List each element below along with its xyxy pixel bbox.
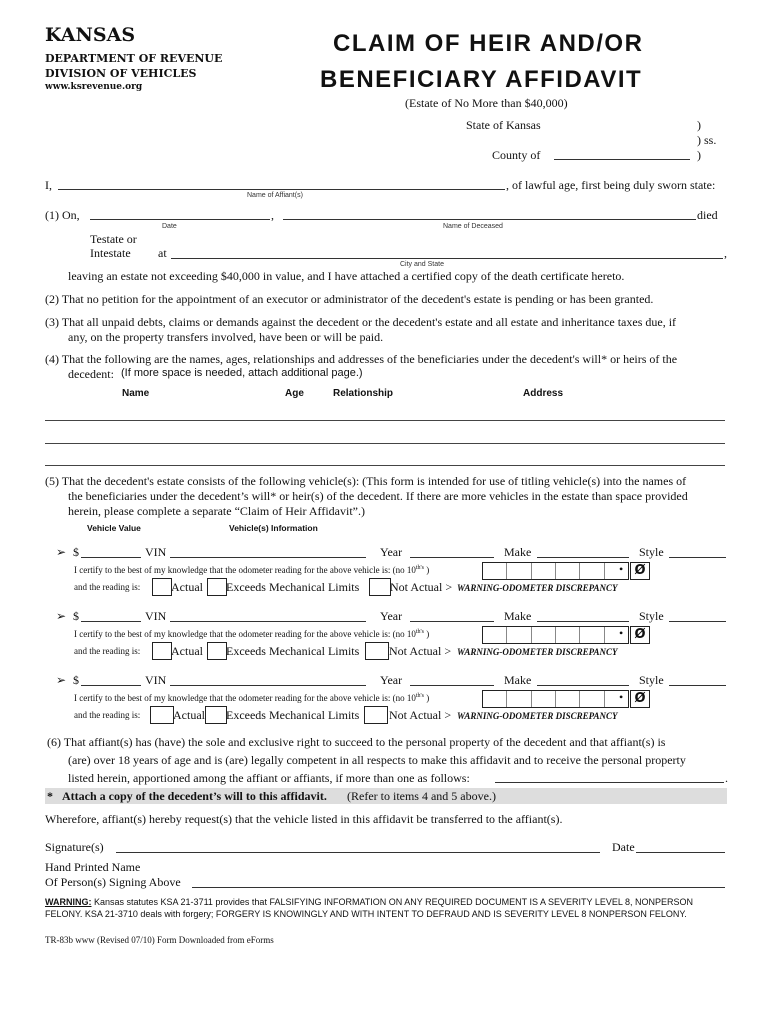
affiant-name-field[interactable] [58,189,505,190]
item2-text: (2) That no petition for the appointment of an executor or administrator of the decedent's estate is pending or has been granted. [45,292,654,306]
not-actual-checkbox[interactable] [369,578,391,596]
col-name: Name [122,388,150,399]
year-field[interactable] [410,621,494,622]
state-name: KANSAS [45,24,136,46]
form-subtitle: (Estate of No More than $40,000) [405,96,568,110]
reading-label: and the reading is: [74,710,141,720]
division-name: DIVISION OF VEHICLES [45,67,197,80]
attach-rest-text: (Refer to items 4 and 5 above.) [347,789,496,803]
item3-text-1: (3) That all unpaid debts, claims or demands against the decedent or the decedent's estate and all estate and inheritance taxes due, if [45,315,677,329]
signature-field[interactable] [116,852,600,853]
item6-text-2: (are) over 18 years of age and is (are) legally competent in all respects to make this affidavit and to receive the personal property [68,753,686,767]
style-label: Style [639,609,664,623]
exceeds-checkbox[interactable] [205,706,227,724]
reading-label: and the reading is: [74,582,141,592]
warning-label: WARNING: [45,897,92,907]
style-label: Style [639,673,664,687]
deceased-caption: Name of Deceased [443,223,503,230]
venue-ss: ) ss. [697,133,717,147]
beneficiary-line-3[interactable] [45,465,725,466]
legal-warning-1: WARNING: Kansas statutes KSA 21-3711 provides that FALSIFYING INFORMATION ON ANY REQUIRED DOCUMENT IS A SEVERITY LEVEL 8, NONPERSON [45,897,694,907]
item1-comma: , [271,208,274,222]
certify-text: I certify to the best of my knowledge that the odometer reading for the above vehicle is: (no $10^{th's}$ ) [74,565,430,575]
affiant-suffix: , of lawful age, first being duly sworn state: [506,178,716,192]
odometer-input[interactable] [482,626,629,644]
city-comma: , [724,246,727,260]
vin-field[interactable] [170,621,366,622]
zero-icon: Ø [630,626,650,644]
item4-text-2a: decedent: [68,367,114,381]
bullet-icon: ➢ [56,673,67,687]
item4-text-2b: (If more space is needed, attach additional page.) [121,367,363,379]
odometer-warning: WARNING-ODOMETER DISCREPANCY [457,583,618,593]
zero-icon: Ø [630,562,650,580]
venue-paren-1: ) [697,118,701,132]
style-field[interactable] [669,557,726,558]
item6-text-3: listed herein, apportioned among the affiant or affiants, if more than one as follows: [68,771,470,785]
date-field[interactable] [636,852,725,853]
printed-name-label-2: Of Person(s) Signing Above [45,875,181,889]
form-title-line1: CLAIM OF HEIR AND/OR [333,30,644,57]
make-label: Make [504,609,532,623]
vehicle-info-header: Vehicle(s) Information [229,523,318,533]
item1-leaving: leaving an estate not exceeding $40,000 in value, and I have attached a certified copy of the death certificate hereto. [68,269,625,283]
wherefore-text: Wherefore, affiant(s) hereby request(s) that the vehicle listed in this affidavit be transferred to the affiant(s). [45,812,563,826]
state-of-kansas: State of Kansas [466,118,541,132]
testate-label: Testate or [90,232,137,246]
item5-text-1: (5) That the decedent's estate consists of the following vehicle(s): (This form is intended for use of titling vehicle(s) into the names of [45,474,687,488]
affiant-prefix: I, [45,178,52,192]
beneficiary-line-2[interactable] [45,443,725,444]
vin-field[interactable] [170,685,366,686]
actual-checkbox[interactable] [152,578,172,596]
vin-field[interactable] [170,557,366,558]
item3-text-2: any, on the property transfers involved, have been or will be paid. [68,330,384,344]
col-age: Age [285,388,304,399]
exceeds-label: Exceeds Mechanical Limits [226,708,360,722]
department-name: DEPARTMENT OF REVENUE [45,52,223,65]
form-title-line2: BENEFICIARY AFFIDAVIT [320,66,643,93]
died-label: died [697,208,718,222]
not-actual-label: Not Actual > [390,580,453,594]
not-actual-label: Not Actual > [389,708,452,722]
at-label: at [158,246,167,260]
zero-icon: Ø [630,690,650,708]
vehicle-value-field[interactable] [81,685,141,686]
year-field[interactable] [410,685,494,686]
city-caption: City and State [400,261,444,268]
dollar-label: $ [73,673,79,687]
actual-label: Actual [171,644,203,658]
city-state-field[interactable] [171,258,723,259]
not-actual-checkbox[interactable] [365,642,389,660]
county-label: County of [492,148,541,162]
bullet-icon: ➢ [56,545,67,559]
reading-label: and the reading is: [74,646,141,656]
death-date-field[interactable] [90,219,270,220]
printed-name-field[interactable] [192,887,725,888]
item6-text-1: (6) That affiant(s) has (have) the sole and exclusive right to succeed to the personal property of the decedent and that affiant(s) is [47,735,666,749]
venue-paren-3: ) [697,148,701,162]
certify-text: I certify to the best of my knowledge that the odometer reading for the above vehicle is: (no $10^{th's}$ ) [74,629,430,639]
item5-text-3: herein, please complete a separate “Claim of Heir Affidavit”.) [68,504,365,518]
vehicle-value-header: Vehicle Value [87,523,141,533]
printed-name-label-1: Hand Printed Name [45,860,141,874]
make-field[interactable] [537,685,629,686]
odometer-warning: WARNING-ODOMETER DISCREPANCY [457,711,618,721]
year-field[interactable] [410,557,494,558]
make-field[interactable] [537,557,629,558]
make-label: Make [504,673,532,687]
attach-bold-text: Attach a copy of the decedent’s will to this affidavit. [62,789,327,803]
exceeds-label: Exceeds Mechanical Limits [226,580,360,594]
col-relationship: Relationship [333,388,394,399]
date-caption: Date [162,223,177,230]
item4-text-1: (4) That the following are the names, ages, relationships and addresses of the beneficiaries under the decedent's will* or heirs of the [45,352,678,366]
bullet-icon: ➢ [56,609,67,623]
date-label: Date [612,840,635,854]
item5-text-2: the beneficiaries under the decedent’s will* or heir(s) of the decedent. If there are more vehicles in the estate than space provided [68,489,688,503]
style-field[interactable] [669,621,726,622]
odometer-warning: WARNING-ODOMETER DISCREPANCY [457,647,618,657]
county-field[interactable] [554,159,690,160]
dollar-label: $ [73,609,79,623]
decimal-icon: • [619,690,624,704]
style-field[interactable] [669,685,726,686]
attach-star: * [47,789,53,803]
odometer-input[interactable] [482,690,629,708]
decimal-icon: • [619,626,624,640]
deceased-name-field[interactable] [283,219,696,220]
exceeds-label: Exceeds Mechanical Limits [226,644,360,658]
make-field[interactable] [537,621,629,622]
footer-form-id: TR-83b www (Revised 07/10) Form Downloaded from eForms [45,935,274,945]
vin-label: VIN [145,609,167,623]
not-actual-label: Not Actual > [389,644,452,658]
decimal-icon: • [619,562,624,576]
actual-checkbox[interactable] [152,642,172,660]
vehicle-value-field[interactable] [81,621,141,622]
beneficiary-line-1[interactable] [45,420,725,421]
item6-end: . [725,771,728,785]
actual-label: Actual [171,580,203,594]
actual-checkbox[interactable] [150,706,174,724]
certify-text: I certify to the best of my knowledge that the odometer reading for the above vehicle is: (no $10^{th's}$ ) [74,693,430,703]
legal-warning-2: FELONY. KSA 21-3710 deals with forgery; FORGERY IS KNOWINGLY AND WITH INTENT TO DEFRAUD AND IS SEVERITY LEVEL 8 NONPERSON FELONY. [45,909,687,919]
style-label: Style [639,545,664,559]
intestate-label: Intestate [90,246,131,260]
make-label: Make [504,545,532,559]
apportion-field[interactable] [495,782,724,783]
affiant-caption: Name of Affiant(s) [247,192,303,199]
website: www.ksrevenue.org [45,82,143,92]
odometer-input[interactable] [482,562,629,580]
year-label: Year [380,545,403,559]
exceeds-checkbox[interactable] [207,578,227,596]
signature-label: Signature(s) [45,840,104,854]
dollar-label: $ [73,545,79,559]
not-actual-checkbox[interactable] [364,706,388,724]
vehicle-value-field[interactable] [81,557,141,558]
col-address: Address [523,388,564,399]
item1-prefix: (1) On, [45,208,80,222]
year-label: Year [380,609,403,623]
year-label: Year [380,673,403,687]
vin-label: VIN [145,545,167,559]
vin-label: VIN [145,673,167,687]
exceeds-checkbox[interactable] [207,642,227,660]
actual-label: Actual [173,708,205,722]
